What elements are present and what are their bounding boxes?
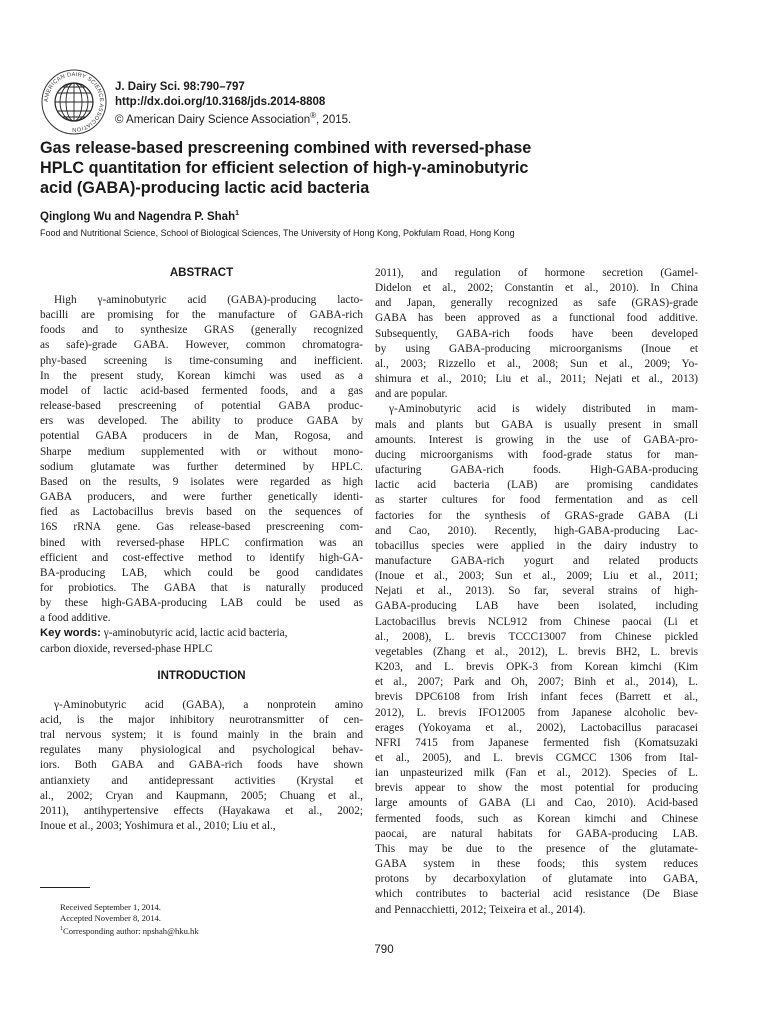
logo-ring-text: AMERICAN DAIRY SCIENCE ASSOCIATION xyxy=(43,71,105,133)
abstract-body xyxy=(40,293,363,657)
abstract-line: a food additive. xyxy=(40,612,111,625)
abstract-line: potential GABA producers in de Man, Rogosa, and xyxy=(40,430,363,443)
introduction-body xyxy=(40,698,363,834)
body-line: γ-Aminobutyric acid is widely distributed in mam- xyxy=(389,403,698,416)
corresponding-author xyxy=(60,924,199,937)
body-line: tobacillus species were applied in the dairy industry to xyxy=(375,539,698,552)
body-line: ducing microorganisms with food-grade status for man- xyxy=(375,448,698,461)
body-line: amounts. Interest is growing in the use of GABA-pro- xyxy=(375,433,698,446)
keywords-text: γ-aminobutyric acid, lactic acid bacteria, xyxy=(100,627,288,640)
body-line: and Japan, generally recognized as safe (GRAS)-grade xyxy=(375,297,698,310)
body-line: brevis appear to show the most potential for producing xyxy=(375,782,698,795)
keywords-line xyxy=(40,626,363,641)
body-line: factories for the synthesis of GRAS-grade GABA (Li xyxy=(375,509,698,522)
abstract-line: as safe)-grade GABA. However, common chromatogra- xyxy=(40,339,363,352)
abstract-line: bined with reversed-phase HPLC confirmation was an xyxy=(40,536,363,549)
abstract-line: phy-based screening is time-consuming and inefficient. xyxy=(40,354,363,367)
body-line: K203, and L. brevis OPK-3 from Korean kimchi (Kim xyxy=(375,661,698,674)
body-line: Didelon et al., 2002; Constantin et al., 2010). In China xyxy=(375,282,698,295)
body-line: NFRI 7415 from Japanese fermented fish (Komatsuzaki xyxy=(375,736,698,749)
footnote-divider xyxy=(40,887,90,888)
intro-line: iors. Both GABA and GABA-rich foods have shown xyxy=(40,759,363,772)
abstract-line: GABA producers, and were further genetically identi- xyxy=(40,491,363,504)
received-date: Received September 1, 2014. xyxy=(60,902,161,912)
intro-line: Inoue et al., 2003; Yoshimura et al., 2010; Liu et al., xyxy=(40,820,276,832)
footnotes xyxy=(60,902,199,936)
intro-line: acid, is the major inhibitory neurotransmitter of cen- xyxy=(40,713,363,726)
abstract-line: efficient and cost-effective method to identify high-GA- xyxy=(40,551,363,564)
body-line: mals and plants but GABA is usually present in small xyxy=(375,418,698,431)
body-line: Lactobacillus brevis NCL912 from Chinese paocai (Li et xyxy=(375,615,698,628)
body-line: as starter cultures for food fermentation and as cell xyxy=(375,494,698,507)
article-title xyxy=(40,138,640,198)
body-line: (Inoue et al., 2003; Sun et al., 2009; Liu et al., 2011; xyxy=(375,570,698,583)
abstract-line: foods and to synthesize GRAS (generally recognized xyxy=(40,324,363,337)
body-line: vegetables (Zhang et al., 2012), L. brevis BH2, L. brevis xyxy=(375,645,698,658)
body-line: GABA has been approved as a functional food additive. xyxy=(375,312,698,325)
body-line: and Pennacchietti, 2012; Teixeira et al., 2014). xyxy=(375,903,586,916)
body-line: erages (Yokoyama et al., 2002), Lactobacillus paracasei xyxy=(375,721,698,734)
body-line: al., 2003; Rizzello et al., 2008; Sun et al., 2009; Yo- xyxy=(375,357,698,370)
intro-line: regulates many physiological and psychological behav- xyxy=(40,744,363,757)
footnote-mark: 1 xyxy=(60,925,63,932)
copyright-year: , 2015. xyxy=(316,113,352,126)
doi-link[interactable]: http://dx.doi.org/10.3168/jds.2014-8808 xyxy=(115,95,326,108)
abstract-line: sodium glutamate was further determined by HPLC. xyxy=(40,460,363,473)
body-line: Subsequently, GABA-rich foods have been developed xyxy=(375,327,698,340)
left-column xyxy=(40,266,363,834)
abstract-line: High γ-aminobutyric acid (GABA)-producing lacto- xyxy=(54,294,363,306)
journal-citation: J. Dairy Sci. 98:790–797 xyxy=(115,81,245,93)
abstract-line: Sharpe medium supplemented with or without mono- xyxy=(40,445,363,458)
journal-info xyxy=(115,80,351,127)
abstract-line: 16S rRNA gene. Gas release-based prescreening com- xyxy=(40,521,363,534)
corresponding-email[interactable]: Corresponding author: npshah@hku.hk xyxy=(63,925,199,936)
body-line: Nejati et al., 2013). So far, several strains of high- xyxy=(375,585,698,598)
abstract-line: model of lactic acid-based fermented foods, and a gas xyxy=(40,384,363,397)
abstract-line: bacilli are promising for the manufacture of GABA-rich xyxy=(40,309,363,322)
intro-line: antianxiety and antidepressant activities (Krystal et xyxy=(40,774,363,787)
affiliation: Food and Nutritional Science, School of Biological Sciences, The University of Hong Kong, Pokfulam Road, Hong Kong xyxy=(40,228,515,238)
registered-mark: ® xyxy=(310,111,317,120)
intro-line: γ-Aminobutyric acid (GABA), a nonprotein amino xyxy=(54,698,363,711)
abstract-line: In the present study, Korean kimchi was used as a xyxy=(40,369,363,382)
keywords-label: Key words: xyxy=(40,627,101,640)
abstract-line: for probiotics. The GABA that is naturally produced xyxy=(40,581,363,594)
author-footnote-mark: 1 xyxy=(235,210,239,217)
body-line: which contributes to bacterial acid resistance (De Biase xyxy=(375,888,698,901)
body-line: al., 2008), L. brevis TCCC13007 from Chinese pickled xyxy=(375,630,698,643)
title-line: Gas release-based prescreening combined with reversed-phase xyxy=(40,139,532,157)
copyright-line xyxy=(115,109,351,127)
body-line: fermented foods, such as Korean kimchi and Chinese xyxy=(375,812,698,825)
body-line: 2011), and regulation of hormone secretion (Gamel- xyxy=(375,267,698,279)
title-line: HPLC quantitation for efficient selection of high-γ-aminobutyric xyxy=(40,159,529,177)
intro-line: tral nervous system; it is found mainly in the brain and xyxy=(40,729,363,742)
body-line: protons by decarboxylation of glutamate into GABA, xyxy=(375,873,698,886)
body-line: manufacture GABA-rich yogurt and related products xyxy=(375,554,698,567)
introduction-heading: INTRODUCTION xyxy=(157,669,246,682)
body-line: shimura et al., 2010; Liu et al., 2011; Nejati et al., 2013) xyxy=(375,373,698,386)
accepted-date: Accepted November 8, 2014. xyxy=(60,912,161,923)
author-line xyxy=(40,210,239,223)
abstract-line: BA-producing LAB, which could be good candidates xyxy=(40,566,363,579)
body-line: This may be due to the presence of the glutamate- xyxy=(375,842,698,855)
right-column xyxy=(375,266,698,918)
abstract-line: fied as Lactobacillus brevis based on the sequences of xyxy=(40,506,363,519)
body-line: ufacturing GABA-rich foods. High-GABA-producing xyxy=(375,464,698,477)
abstract-line: Based on the results, 9 isolates were regarded as high xyxy=(40,475,363,488)
abstract-line: ers was developed. The ability to produce GABA by xyxy=(40,415,363,428)
intro-line: 2011), antihypertensive effects (Hayakawa et al., 2002; xyxy=(40,804,363,817)
body-line: by using GABA-producing microorganisms (Inoue et xyxy=(375,342,698,355)
author-names: Qinglong Wu and Nagendra P. Shah xyxy=(40,210,236,223)
body-line: GABA system in these foods; this system reduces xyxy=(375,858,698,871)
body-line: ian unpasteurized milk (Fan et al., 2012). Species of L. xyxy=(375,767,698,780)
ads-association-logo xyxy=(40,68,108,136)
body-line: and are popular. xyxy=(375,388,448,401)
abstract-line: release-based prescreening of potential GABA produc- xyxy=(40,400,363,413)
body-line: 2012), L. brevis IFO12005 from Japanese alcoholic bev- xyxy=(375,706,698,719)
copyright-prefix: © American Dairy Science Association xyxy=(115,113,311,126)
title-line: acid (GABA)-producing lactic acid bacteria xyxy=(40,179,370,197)
body-line: et al., 2007; Park and Oh, 2007; Binh et al., 2014), L. xyxy=(375,676,698,689)
body-line: GABA-producing LAB have been isolated, including xyxy=(375,600,698,613)
body-line: lactic acid bacteria (LAB) are promising candidates xyxy=(375,479,698,492)
body-line: paocai, are natural habitats for GABA-producing LAB. xyxy=(375,827,698,840)
body-line: brevis DPC6108 from Irish infant feces (Barrett et al., xyxy=(375,691,698,704)
body-line: and Cao, 2010). Recently, high-GABA-producing Lac- xyxy=(375,524,698,537)
body-line: large amounts of GABA (Li and Cao, 2010). Acid-based xyxy=(375,797,698,810)
keywords-line-2: carbon dioxide, reversed-phase HPLC xyxy=(40,642,213,655)
page-number: 790 xyxy=(374,944,394,956)
body-line: et al., 2005), and L. brevis CGMCC 1306 from Ital- xyxy=(375,752,698,764)
abstract-heading: ABSTRACT xyxy=(169,267,234,279)
intro-line: al., 2002; Cryan and Kaupmann, 2005; Chuang et al., xyxy=(40,789,363,802)
abstract-line: by these high-GABA-producing LAB could be used as xyxy=(40,597,363,610)
